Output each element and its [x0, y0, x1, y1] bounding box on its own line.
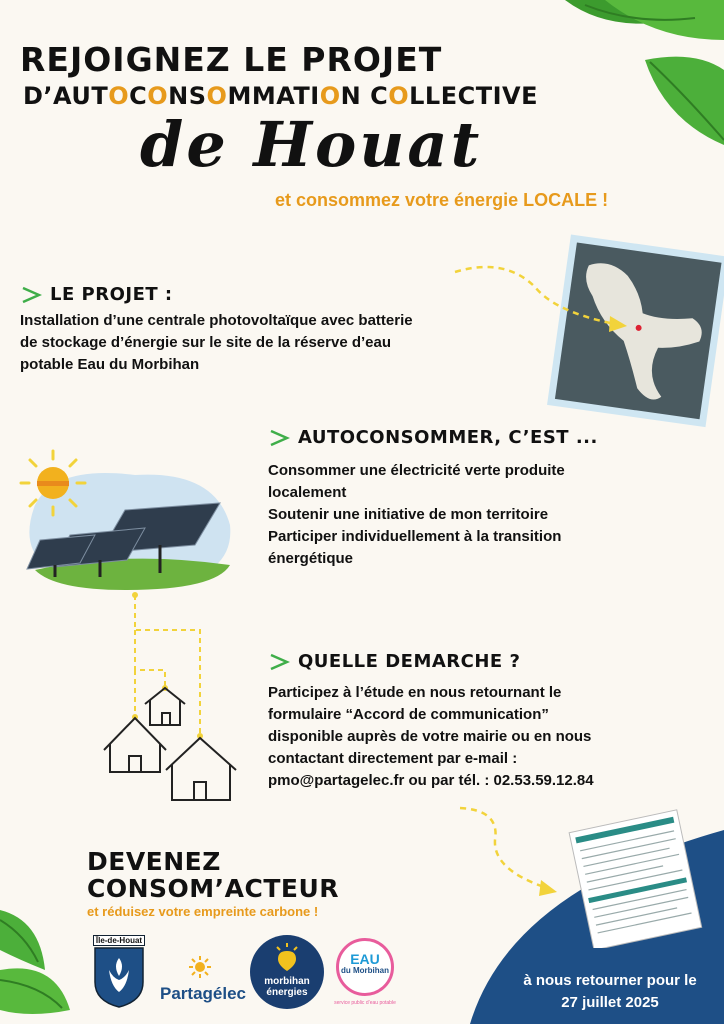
- text-line: potable Eau du Morbihan: [20, 356, 200, 373]
- sun-small-icon: [188, 955, 212, 979]
- pin-icon: [274, 943, 300, 971]
- crest-icon: [93, 946, 145, 1008]
- logo-partagelec-text: Partagélec: [160, 984, 246, 1003]
- contact-line[interactable]: pmo@partagelec.fr ou par tél. : 02.53.59.12.84: [268, 772, 594, 789]
- text-line: Participer individuellement à la transition: [268, 528, 562, 545]
- eau-circle: [336, 938, 394, 996]
- logo-eau-du-morbihan: [333, 938, 397, 1006]
- logo-eau-text1: EAU: [350, 951, 380, 967]
- logo-eau-tagline: service public d’eau potable: [334, 1000, 396, 1006]
- text-line: de stockage d’énergie sur le site de la réserve d’eau: [20, 334, 392, 351]
- logo-morbihan-text2: énergies: [266, 987, 308, 998]
- section-demarche-heading: [268, 651, 520, 672]
- footer-line1: à nous retourner pour le: [523, 972, 697, 989]
- section-autoconso-heading: [268, 427, 598, 448]
- chevron-right-icon: [20, 286, 42, 304]
- logo-ile-de-houat: [93, 935, 145, 1013]
- logo-partagelec: [160, 955, 246, 1004]
- logo-morbihan-text1: morbihan: [264, 976, 310, 987]
- form-document-image: [565, 808, 705, 948]
- text-line: formulaire “Accord de communication”: [268, 706, 549, 723]
- text-line: Soutenir une initiative de mon territoire: [268, 506, 549, 523]
- chevron-right-icon: [268, 653, 290, 671]
- subtitle-part: N C: [340, 82, 389, 110]
- location-title: de Houat: [140, 108, 483, 181]
- leaves-bottom-left-decoration: [0, 900, 80, 1024]
- text-line: énergétique: [268, 550, 354, 567]
- logo-ile-label: Île-de-Houat: [93, 935, 145, 946]
- logo-eau-text2: du Morbihan: [341, 966, 389, 975]
- cta-line2: CONSOM’ACTEUR: [87, 874, 340, 903]
- cta-block: [87, 848, 339, 919]
- subtitle-part: O: [147, 82, 169, 110]
- footer-line2: 27 juillet 2025: [561, 994, 659, 1011]
- subtitle-part: O: [108, 82, 130, 110]
- subtitle-part: O: [206, 82, 228, 110]
- cta-line1: DEVENEZ: [87, 847, 221, 876]
- section-demarche-body: [268, 682, 708, 792]
- text-line: Participez à l’étude en nous retournant le: [268, 684, 562, 701]
- section-autoconso-heading-text: AUTOCONSOMMER, C’EST ...: [298, 427, 598, 448]
- section-autoconso-body: [268, 460, 708, 570]
- return-deadline: [496, 970, 724, 1014]
- subtitle: [23, 82, 538, 110]
- subtitle-part: O: [388, 82, 410, 110]
- solar-panels-illustration: [15, 445, 240, 595]
- subtitle-part: C: [129, 82, 148, 110]
- cta-sub: et réduisez votre empreinte carbone !: [87, 904, 319, 919]
- text-line: disponible auprès de votre mairie ou en nous: [268, 728, 592, 745]
- text-line: Installation d’une centrale photovoltaïque avec batterie: [20, 312, 413, 329]
- section-demarche-heading-text: QUELLE DEMARCHE ?: [298, 651, 521, 672]
- subtitle-part: MMATI: [227, 82, 320, 110]
- subtitle-part: LLECTIVE: [409, 82, 538, 110]
- text-line: Consommer une électricité verte produite: [268, 462, 565, 479]
- text-line: contactant directement par e-mail :: [268, 750, 518, 767]
- houses-network-illustration: [100, 590, 250, 805]
- section-projet-body: [20, 310, 520, 376]
- tagline: et consommez votre énergie LOCALE !: [275, 190, 609, 210]
- chevron-right-icon: [268, 429, 290, 447]
- subtitle-part: D’AUT: [23, 82, 109, 110]
- subtitle-part: NS: [168, 82, 207, 110]
- text-line: localement: [268, 484, 347, 501]
- subtitle-part: O: [319, 82, 341, 110]
- section-projet-heading-text: LE PROJET :: [50, 284, 173, 305]
- main-title: REJOIGNEZ LE PROJET: [20, 40, 443, 79]
- section-projet-heading: [20, 284, 173, 305]
- logo-morbihan-energies: [250, 935, 324, 1009]
- leaves-top-right-decoration: [545, 0, 724, 150]
